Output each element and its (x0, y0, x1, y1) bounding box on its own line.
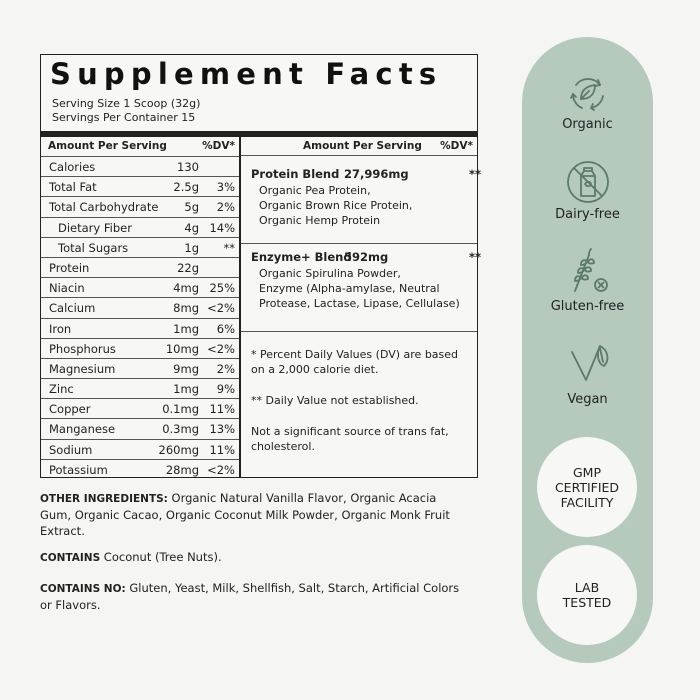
table-row: Copper 0.1mg 11% (41, 398, 239, 418)
right-dv-header: %DV* (440, 140, 473, 152)
not-established-note: ** Daily Value not established. (251, 394, 419, 407)
protein-blend-dv: ** (468, 167, 481, 181)
table-row: Manganese 0.3mg 13% (41, 418, 239, 438)
protein-blend (251, 167, 481, 228)
lab-tested-badge (537, 545, 637, 645)
table-row: Protein 22g (41, 257, 239, 277)
other-ingredients-text-1: Organic Natural Vanilla Flavor, Organic Acacia (167, 491, 437, 505)
enzyme-blend-amount: 592mg (344, 250, 389, 264)
table-row: Dietary Fiber 4g 14% (41, 217, 239, 237)
serving-info (52, 97, 200, 125)
list-item: Enzyme (Alpha-amylase, Neutral (259, 282, 440, 295)
blend-divider (241, 243, 477, 244)
enzyme-blend-dv: ** (468, 250, 481, 264)
contains-no-text-2: or Flavors. (40, 598, 101, 612)
table-row: Potassium 28mg <2% (41, 459, 239, 479)
badge-gluten-free (522, 247, 653, 314)
list-item: Protease, Lactase, Lipase, Cellulase) (259, 297, 460, 310)
right-column-header (241, 137, 477, 155)
dv-note-line-1: * Percent Daily Values (DV) are based (251, 348, 459, 361)
enzyme-blend-name: Enzyme+ Blend (251, 250, 352, 264)
contains-no-heading: CONTAINS NO: (40, 583, 126, 595)
table-row: Total Fat 2.5g 3% (41, 176, 239, 196)
table-row: Total Carbohydrate 5g 2% (41, 196, 239, 216)
nutrient-table (41, 156, 239, 479)
right-amount-header: Amount Per Serving (303, 140, 422, 152)
label-title: Supplement Facts (50, 57, 443, 91)
leaf-recycle-icon (565, 69, 611, 115)
gmp-line-3: FACILITY (560, 494, 614, 510)
protein-blend-amount: 27,996mg (344, 167, 409, 181)
gmp-certified-badge (537, 437, 637, 537)
badge-organic (522, 69, 653, 132)
servings-per-container: Servings Per Container 15 (52, 111, 196, 124)
notes-divider (241, 331, 477, 332)
table-row: Niacin 4mg 25% (41, 277, 239, 297)
milk-carton-icon (565, 159, 611, 205)
table-row: Total Sugars 1g ** (41, 237, 239, 257)
badge-dairy-free (522, 159, 653, 222)
serving-size: Serving Size 1 Scoop (32g) (52, 97, 201, 110)
contains-no-statement (40, 580, 480, 613)
other-ingredients-text-3: Extract. (40, 524, 85, 538)
trans-fat-note-line-1: Not a significant source of trans fat, (251, 425, 449, 438)
list-item: Organic Spirulina Powder, (259, 267, 401, 280)
right-header-rule (241, 155, 477, 156)
table-row: Sodium 260mg 11% (41, 439, 239, 459)
vegan-check-icon (562, 340, 614, 390)
left-column-header (41, 137, 239, 155)
left-amount-header: Amount Per Serving (48, 140, 167, 152)
column-divider (239, 137, 241, 477)
badge-label-dairy-free: Dairy-free (555, 207, 620, 222)
dv-note-line-2: on a 2,000 calorie diet. (251, 363, 379, 376)
list-item: Organic Pea Protein, (259, 184, 371, 197)
other-ingredients-text-2: Gum, Organic Cacao, Organic Coconut Milk Powder, Organic Monk Fruit (40, 508, 450, 522)
left-dv-header: %DV* (202, 140, 235, 152)
contains-no-text-1: Gluten, Yeast, Milk, Shellfish, Salt, Starch, Artificial Colors (125, 581, 460, 595)
table-row: Phosphorus 10mg <2% (41, 338, 239, 358)
contains-heading: CONTAINS (40, 552, 101, 564)
supplement-facts-label (40, 54, 481, 478)
list-item: Organic Hemp Protein (259, 214, 381, 227)
protein-blend-name: Protein Blend (251, 167, 340, 181)
other-ingredients (40, 490, 480, 539)
badge-pill (522, 37, 653, 663)
other-ingredients-heading: OTHER INGREDIENTS: (40, 493, 168, 505)
table-row: Magnesium 9mg 2% (41, 358, 239, 378)
badge-label-gluten-free: Gluten-free (550, 299, 625, 314)
gmp-line-2: CERTIFIED (554, 479, 620, 495)
contains-text: Coconut (Tree Nuts). (100, 550, 222, 564)
table-row: Calcium 8mg <2% (41, 297, 239, 317)
table-row: Iron 1mg 6% (41, 318, 239, 338)
lab-line-1: LAB (574, 580, 600, 595)
contains-statement (40, 549, 480, 566)
trans-fat-note-line-2: cholesterol. (251, 440, 315, 453)
enzyme-blend (251, 250, 481, 311)
list-item: Organic Brown Rice Protein, (259, 199, 413, 212)
footnotes (251, 347, 471, 454)
badge-label-vegan: Vegan (567, 392, 608, 407)
badge-vegan (522, 340, 653, 407)
lab-line-2: TESTED (562, 595, 612, 610)
table-row: Zinc 1mg 9% (41, 378, 239, 398)
gmp-line-1: GMP (572, 464, 601, 480)
table-row: Calories 130 (41, 156, 239, 176)
badge-label-organic: Organic (562, 117, 613, 132)
wheat-icon (563, 247, 613, 297)
